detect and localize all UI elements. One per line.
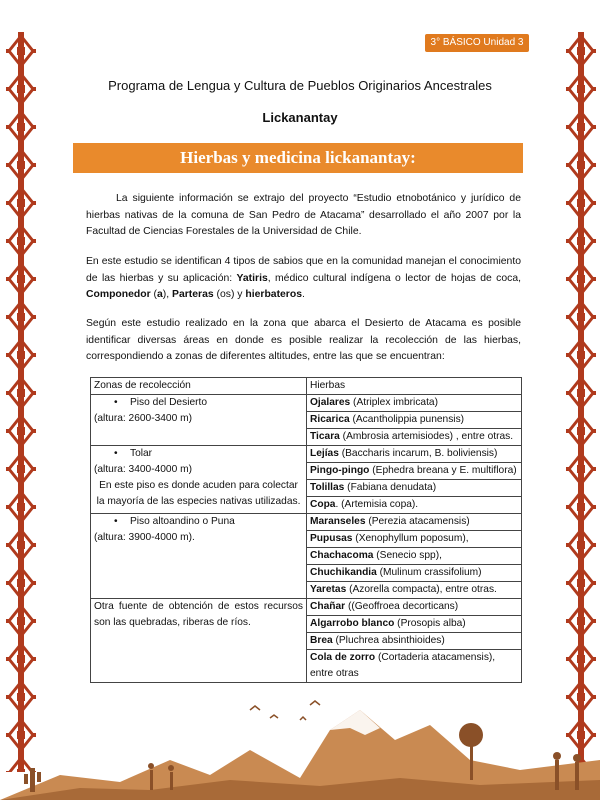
herb-name: Pingo-pingo	[310, 465, 370, 476]
table-header-row	[91, 378, 522, 395]
herb-desc: (Acantholippia punensis)	[349, 414, 465, 425]
herb-cell	[307, 582, 522, 599]
herb-name: Ticara	[310, 431, 340, 442]
zone-tolar	[91, 446, 307, 514]
table-row	[91, 395, 522, 412]
header-herbs: Hierbas	[307, 378, 522, 395]
zone-altitude: (altura: 2600-3400 m)	[94, 413, 192, 424]
herb-cell	[307, 514, 522, 531]
herb-desc: (Ambrosia artemisiodes) , entre otras.	[339, 431, 514, 442]
herb-cell	[307, 531, 522, 548]
herb-name: Yaretas	[310, 584, 347, 595]
people-title: Lickanantay	[262, 110, 338, 125]
herb-cell	[307, 650, 522, 683]
herb-cell	[307, 548, 522, 565]
herb-cell	[307, 497, 522, 514]
left-decorative-border	[6, 32, 36, 772]
p2-text: ),	[162, 289, 173, 300]
footer-landscape-illustration	[0, 690, 600, 800]
bullet-icon: •	[114, 448, 118, 459]
herb-desc: (Senecio spp),	[373, 550, 442, 561]
zone-otra: Otra fuente de obtención de estos recursos son las quebradas, riberas de ríos.	[91, 599, 307, 683]
herb-desc: (Perezia atacamensis)	[365, 516, 470, 527]
herb-cell	[307, 463, 522, 480]
herb-name: Ricarica	[310, 414, 350, 425]
table-row	[91, 599, 522, 616]
herb-desc: (Mulinum crassifolium)	[376, 567, 482, 578]
herb-name: Copa	[310, 499, 336, 510]
herb-desc: . (Artemisia copa).	[335, 499, 419, 510]
p2-bold-hierbateros: hierbateros	[245, 289, 302, 300]
p2-bold-a: a	[157, 289, 163, 300]
herb-cell	[307, 616, 522, 633]
herb-cell	[307, 412, 522, 429]
herb-desc: (Baccharis incarum, B. boliviensis)	[338, 448, 498, 459]
program-title: Programa de Lengua y Cultura de Pueblos Originarios Ancestrales	[108, 78, 492, 93]
herb-name: Brea	[310, 635, 333, 646]
table-row	[91, 446, 522, 463]
herb-desc: ((Geoffroea decorticans)	[345, 601, 459, 612]
herb-desc: (Atriplex imbricata)	[350, 397, 438, 408]
right-decorative-border	[566, 32, 596, 772]
herb-name: Maranseles	[310, 516, 366, 527]
herb-desc: (Ephedra breana y E. multiflora)	[369, 465, 517, 476]
herb-cell	[307, 599, 522, 616]
herb-name: Algarrobo blanco	[310, 618, 395, 629]
zone-puna	[91, 514, 307, 599]
herb-name: Chuchikandia	[310, 567, 377, 578]
intro-paragraph-3: Según este estudio realizado en la zona que abarca el Desierto de Atacama es posible identificar diversas áreas en donde es posible realizar la recolección de las hierbas, correspondiendo a zonas de diferentes altitudes, entre las que se encuentran:	[86, 318, 521, 362]
section-banner: Hierbas y medicina lickanantay:	[73, 143, 523, 173]
herb-name: Ojalares	[310, 397, 351, 408]
bullet-icon: •	[114, 397, 118, 408]
herb-name: Chañar	[310, 601, 346, 612]
p2-text: .	[301, 289, 305, 300]
p2-text: , médico cultural indígena o lector de hojas de coca,	[267, 272, 521, 284]
p2-bold-componedor: Componedor	[86, 289, 151, 300]
herb-name: Lejías	[310, 448, 339, 459]
p2-text: (os) y	[213, 289, 246, 300]
p2-text: (	[150, 289, 158, 300]
zone-altitude: (altura: 3900-4000 m).	[94, 532, 195, 543]
herb-name: Cola de zorro	[310, 652, 376, 663]
herb-cell	[307, 633, 522, 650]
herb-cell	[307, 429, 522, 446]
herb-name: Tolillas	[310, 482, 345, 493]
herb-cell	[307, 480, 522, 497]
left-pattern-icon	[6, 32, 36, 772]
herb-desc: (Fabiana denudata)	[344, 482, 437, 493]
zone-name: Piso del Desierto	[130, 397, 208, 408]
bullet-icon: •	[114, 516, 118, 527]
zone-note: En este piso es donde acuden para colectar la mayoría de las especies nativas utilizadas.	[96, 480, 301, 507]
intro-paragraph-2	[86, 254, 521, 304]
landscape-icon	[0, 690, 600, 800]
grade-unit-badge: 3° BÁSICO Unidad 3	[425, 34, 529, 52]
intro-paragraph-1: La siguiente información se extrajo del proyecto “Estudio etnobotánico y jurídico de hierbas nativas de la comuna de San Pedro de Atacama” desarrollado el año 2007 por la Facultad de Ciencias Forestales de la Universidad de Chile.	[86, 193, 521, 237]
p2-bold-yatiris: Yatiris	[236, 272, 268, 284]
zone-altitude: (altura: 3400-4000 m)	[94, 464, 192, 475]
right-pattern-icon	[566, 32, 596, 772]
herb-cell	[307, 565, 522, 582]
zone-name: Tolar	[130, 448, 153, 459]
herb-name: Pupusas	[310, 533, 353, 544]
p2-text: En este estudio se identifican 4 tipos de sabios que en la comunidad manejan el conocimiento de las hierbas y su aplicación:	[86, 256, 521, 284]
herb-name: Chachacoma	[310, 550, 374, 561]
header-zones: Zonas de recolección	[91, 378, 307, 395]
herb-desc: (Prosopis alba)	[394, 618, 466, 629]
table-row	[91, 514, 522, 531]
herb-desc: (Pluchrea absinthioides)	[332, 635, 445, 646]
zone-name: Piso altoandino o Puna	[130, 516, 235, 527]
herb-desc: (Xenophyllum poposum),	[352, 533, 469, 544]
herb-desc: (Cortaderia atacamensis), entre otras	[310, 652, 496, 679]
herb-cell	[307, 395, 522, 412]
herb-cell	[307, 446, 522, 463]
zone-desierto	[91, 395, 307, 446]
zones-table	[90, 377, 522, 683]
p2-bold-parteras: Parteras	[172, 289, 214, 300]
herb-desc: (Azorella compacta), entre otras.	[346, 584, 497, 595]
